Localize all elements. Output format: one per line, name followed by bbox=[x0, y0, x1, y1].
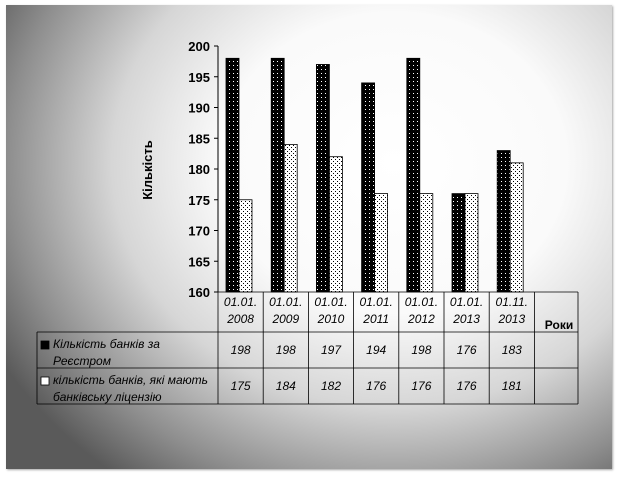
data-table bbox=[37, 292, 578, 404]
legend-label: кількість банків, які мають bbox=[53, 373, 208, 387]
y-tick-label: 190 bbox=[188, 100, 210, 116]
category-label: 01.01. bbox=[269, 295, 303, 309]
x-axis-title: Роки bbox=[544, 318, 574, 332]
legend-label: банківську ліцензію bbox=[53, 390, 162, 404]
category-label: 2010 bbox=[317, 312, 345, 326]
bar-registry bbox=[271, 58, 284, 292]
legend-key-registry bbox=[41, 341, 49, 349]
category-label: 01.01. bbox=[314, 295, 348, 309]
bar-licensed bbox=[420, 194, 433, 292]
bar-registry bbox=[497, 151, 510, 292]
table-cell-value: 181 bbox=[501, 379, 522, 393]
category-label: 01.11. bbox=[495, 295, 529, 309]
y-axis bbox=[188, 39, 218, 300]
bar-licensed bbox=[284, 144, 297, 292]
table-cell-value: 175 bbox=[230, 379, 251, 393]
category-label: 01.01. bbox=[223, 295, 258, 309]
category-label: 01.01. bbox=[449, 295, 484, 309]
table-cell-value: 176 bbox=[456, 379, 477, 393]
legend-label: Кількість банків за bbox=[53, 337, 160, 351]
bar-registry bbox=[226, 58, 239, 292]
bar-licensed bbox=[375, 194, 388, 292]
y-tick-label: 165 bbox=[188, 254, 210, 270]
table-cell-value: 198 bbox=[411, 343, 432, 357]
table-cell-value: 182 bbox=[320, 379, 342, 393]
table-cell-value: 183 bbox=[501, 343, 522, 357]
bar-licensed bbox=[465, 194, 478, 292]
y-tick-label: 175 bbox=[188, 192, 210, 208]
table-cell-value: 176 bbox=[411, 379, 432, 393]
y-tick-label: 170 bbox=[188, 223, 210, 239]
category-label: 2012 bbox=[408, 312, 435, 326]
category-label: 2011 bbox=[363, 312, 390, 326]
category-label: 01.01. bbox=[359, 295, 393, 309]
category-label: 2013 bbox=[453, 312, 480, 326]
bar-registry bbox=[452, 194, 465, 292]
legend-key-licensed bbox=[41, 377, 49, 385]
category-label: 01.01. bbox=[404, 295, 439, 309]
y-tick-label: 200 bbox=[188, 39, 210, 54]
bar-registry bbox=[316, 64, 329, 292]
category-label: 2008 bbox=[227, 312, 254, 326]
table-cell-value: 198 bbox=[230, 343, 251, 357]
legend-label: Реєстром bbox=[53, 354, 111, 368]
table-cell-value: 176 bbox=[456, 343, 477, 357]
bar-registry bbox=[362, 83, 375, 292]
table-cell-value: 184 bbox=[275, 379, 296, 393]
bar-licensed bbox=[329, 157, 342, 292]
table-cell-value: 194 bbox=[366, 343, 387, 357]
y-tick-label: 185 bbox=[188, 131, 210, 147]
category-label: 2013 bbox=[498, 312, 526, 326]
table-cell-value: 176 bbox=[366, 379, 387, 393]
y-tick-label: 160 bbox=[188, 285, 210, 300]
bar-licensed bbox=[239, 200, 252, 292]
y-tick-label: 180 bbox=[188, 162, 210, 177]
bar-registry bbox=[407, 58, 420, 292]
y-axis-title: Кількість bbox=[140, 140, 155, 200]
table-cell-value: 198 bbox=[275, 343, 296, 357]
category-label: 2009 bbox=[272, 312, 300, 326]
bars bbox=[226, 58, 523, 292]
bar-licensed bbox=[510, 163, 523, 292]
y-tick-label: 195 bbox=[188, 69, 210, 85]
table-cell-value: 197 bbox=[320, 343, 342, 357]
